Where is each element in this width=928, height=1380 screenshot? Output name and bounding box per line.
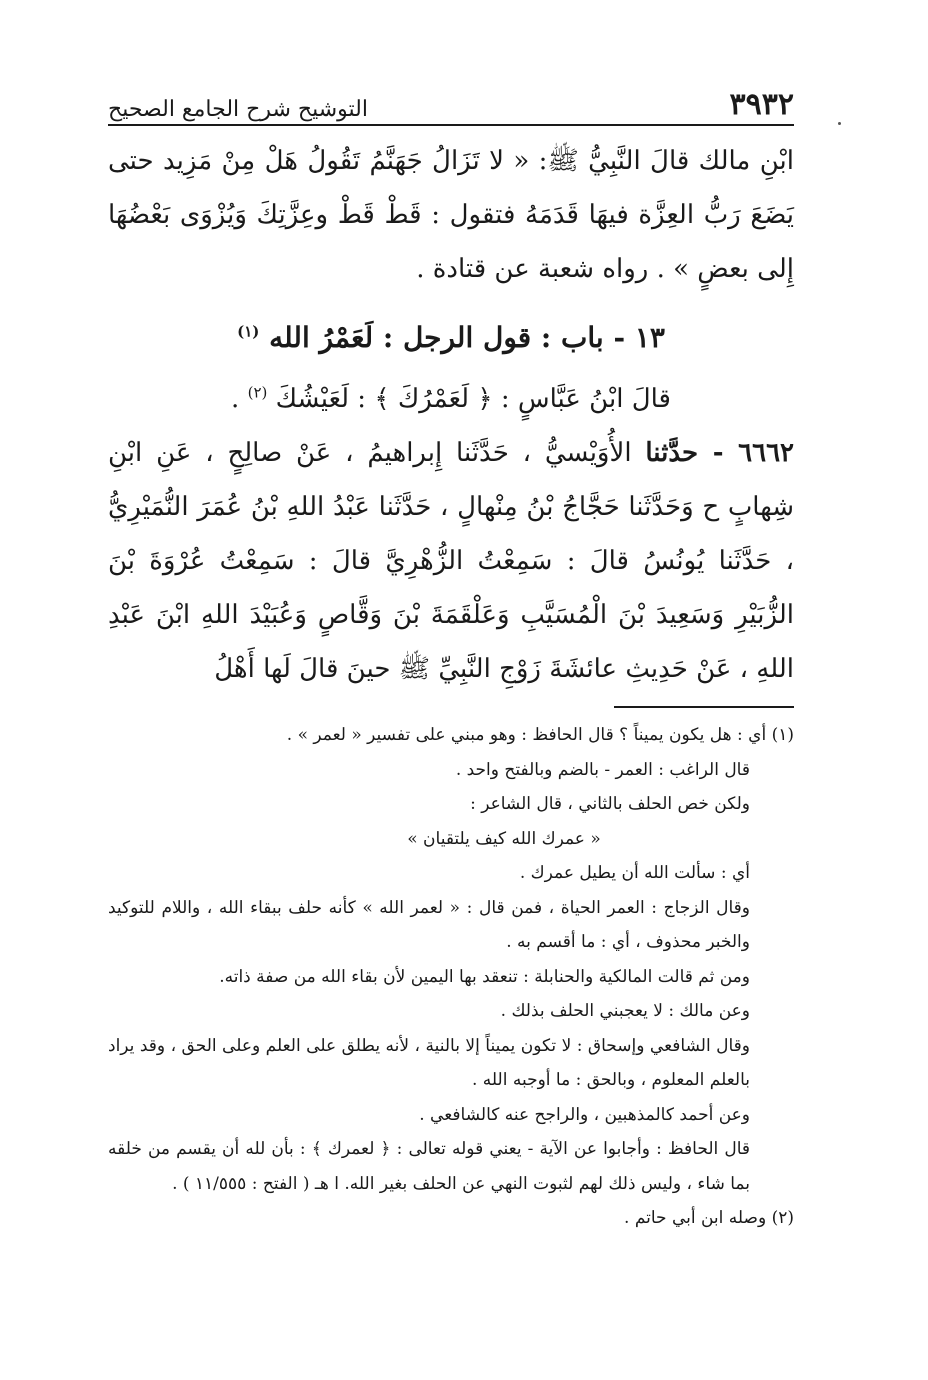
footnote-1-verse: « عمرك الله كيف يلتقيان »: [407, 828, 601, 849]
footnote-2: (٢) وصله ابن أبي حاتم .: [624, 1208, 794, 1228]
hadith-number: ٦٦٦٢ - حدَّثنا: [645, 438, 794, 468]
footnote-rule: [614, 706, 794, 708]
hadith-paragraph: [108, 426, 794, 696]
main-text: [108, 134, 794, 696]
intro-paragraph: ابْنِ مالك قالَ النَّبِيُّ ﷺ: « لا تَزَالُ جَهَنَّمُ تَقُولُ هَلْ مِنْ مَزِيد حتى يَضَعَ رَبُّ العِزَّة فيهَا قَدَمَهُ فتقول : قَطْ قَطْ وعِزَّتِكَ وَيُزْوَى بَعْضُهَا إِلى بعضٍ » . رواه شعبة عن قتادة .: [108, 146, 794, 284]
footnote-1-line: أي : سألت الله أن يطيل عمرك .: [519, 863, 750, 883]
chapter-heading: [108, 308, 794, 368]
hadith-text: الأُوَيْسيُّ ، حَدَّثَنا إِبراهيمُ ، عَنْ صالِحٍ ، عَنِ ابْنِ شِهابٍ ح وَحَدَّثَنا حَجَّاجُ بْنُ مِنْهالٍ ، حَدَّثَنا عَبْدُ اللهِ بْنُ عُمَرَ النُّمَيْرِيُّ ، حَدَّثَنا يُونُسُ قالَ : سَمِعْتُ الزُّهْرِيَّ قالَ : سَمِعْتُ عُرْوَةَ بْنَ الزُّبَيْرِ وَسَعِيدَ بْنَ الْمُسَيَّبِ وَعَلْقَمَةَ بْنَ وَقَّاصٍ وَعُبَيْدَ اللهِ ابْنَ عَبْدِ اللهِ ، عَنْ حَدِيثِ عائشَةَ زَوْجِ النَّبِيِّ ﷺ حينَ قالَ لَها أَهْلُ: [108, 438, 794, 684]
ibn-abbas-quote-text: قالَ ابْنُ عَبَّاسٍ : ﴿ لَعَمْرُكَ ﴾ : لَعَيْشُكَ: [275, 384, 671, 414]
footnote-1-line: قال الحافظ : وأجابوا عن الآية - يعني قوله تعالى : ﴿ لعمرك ﴾ : بأن لله أن يقسم من خلقه بما شاء ، وليس ذلك لهم لثبوت النهي عن الحلف بغير الله. ا هـ ( الفتح : ١١/٥٥٥ ) .: [108, 1139, 750, 1194]
ibn-abbas-quote: [108, 372, 794, 426]
footnote-1-line: قال الراغب : العمر - بالضم وبالفتح واحد .: [455, 759, 750, 780]
footnote-1-line: وعن أحمد كالمذهبين ، والراجح عنه كالشافعي .: [419, 1104, 750, 1125]
footnote-1-line: وعن مالك : لا يعجبني الحلف بذلك .: [500, 1001, 750, 1021]
footnote-1-line: ومن ثم قالت المالكية والحنابلة : تنعقد بها اليمين لأن بقاء الله من صفة ذاته.: [219, 966, 750, 987]
running-title: التوشيح شرح الجامع الصحيح: [108, 97, 368, 122]
footnote-1-line: (١) أي : هل يكون يميناً ؟ قال الحافظ : وهو مبني على تفسير « لعمر » .: [286, 725, 794, 745]
page-header: [108, 72, 794, 122]
page-number: ٣٩٣٢: [729, 87, 794, 122]
chapter-heading-text: ١٣ - باب : قول الرجل : لَعَمْرُ الله: [269, 321, 665, 354]
footnotes: [108, 718, 794, 1236]
margin-dot: [838, 122, 841, 125]
footnote-ref-2[interactable]: (٢): [247, 383, 268, 402]
ibn-abbas-quote-end: .: [231, 384, 240, 414]
footnote-ref-1[interactable]: (١): [237, 322, 260, 341]
footnote-1-line: وقال الشافعي وإسحاق : لا تكون يميناً إلا بالنية ، لأنه يطلق على العلم وعلى الحق ، وقد يراد بالعلم المعلوم ، وبالحق : ما أوجبه الله .: [108, 1035, 750, 1090]
footnote-1-line: وقال الزجاج : العمر الحياة ، فمن قال : « لعمر الله » كأنه حلف ببقاء الله ، واللام للتوكيد والخبر محذوف ، أي : ما أقسم به .: [108, 897, 750, 952]
footnote-1-line: ولكن خص الحلف بالثاني ، قال الشاعر :: [470, 794, 750, 814]
header-rule: [108, 124, 794, 126]
book-page: [108, 72, 794, 1236]
